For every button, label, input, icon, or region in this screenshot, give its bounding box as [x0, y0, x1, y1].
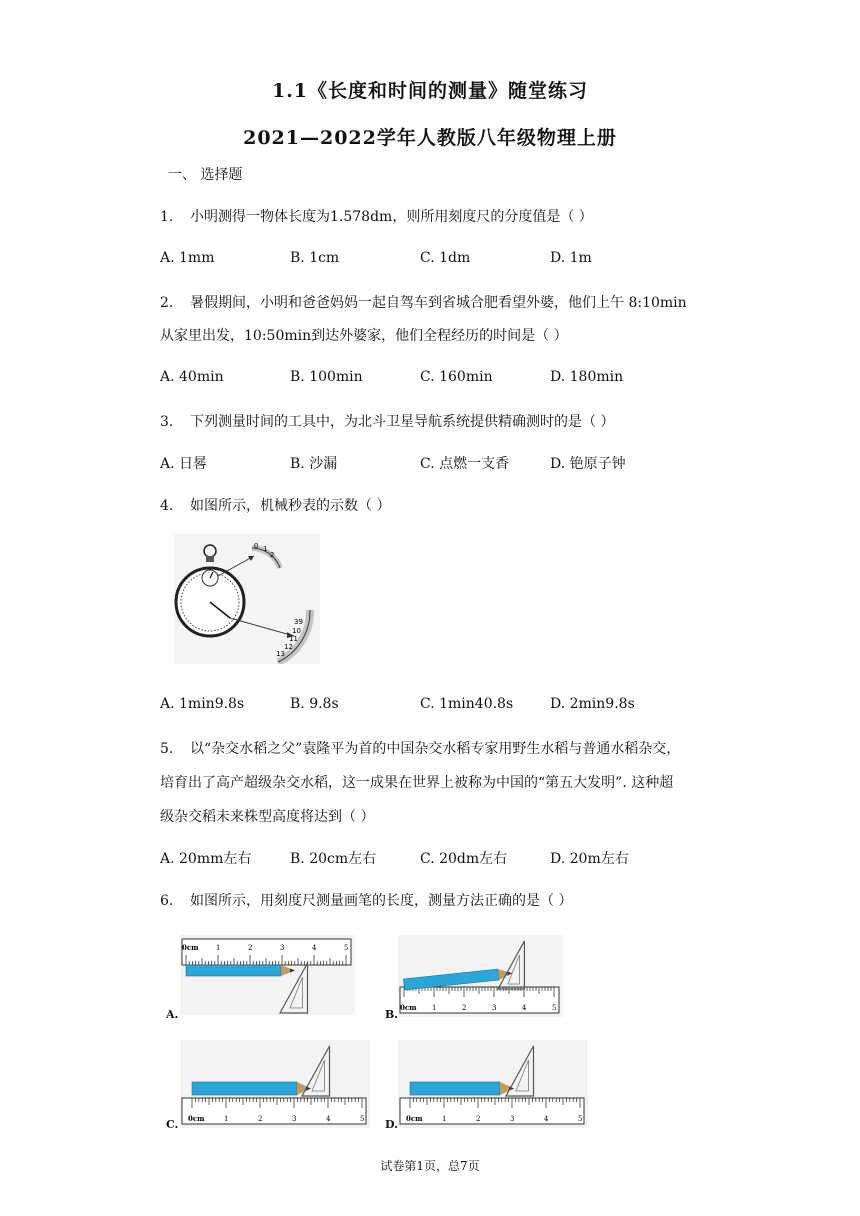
ruler-number-label: 3: [492, 1004, 497, 1012]
question-number: 6.: [160, 893, 174, 909]
option-c[interactable]: C. 1min40.8s: [420, 696, 514, 712]
ruler-unit-label: 0cm: [406, 1114, 423, 1123]
big-dial-label: 12: [284, 643, 293, 651]
option-b[interactable]: B. 9.8s: [290, 696, 339, 712]
pencil: [186, 965, 295, 976]
question-5-line3: 级杂交稻未来株型高度将达到（ ）: [160, 809, 375, 825]
small-dial-label: 2: [270, 551, 275, 559]
option-c[interactable]: C. 20dm左右: [420, 851, 508, 867]
ruler-number-label: 1: [432, 1004, 437, 1012]
ruler-number-label: 4: [522, 1004, 527, 1012]
figure-label-b: B.: [385, 1008, 399, 1021]
option-d[interactable]: D. 180min: [550, 369, 624, 385]
option-c[interactable]: C. 点燃一支香: [420, 456, 510, 472]
option-a[interactable]: A. 日晷: [160, 456, 208, 472]
question-text-line1: 以“杂交水稻之父”袁隆平为首的中国杂交水稻专家用野生水稻与普通水稻杂交，: [190, 741, 681, 757]
option-c[interactable]: C. 160min: [420, 369, 493, 385]
option-d[interactable]: D. 2min9.8s: [550, 696, 635, 712]
ruler-number-label: 5: [578, 1115, 583, 1123]
question-number: 4.: [160, 498, 174, 514]
ruler-number-label: 1: [224, 1115, 229, 1123]
question-5: [160, 738, 680, 758]
page-footer: 试卷第1页，总7页: [380, 1159, 480, 1173]
question-4: [160, 495, 390, 515]
question-text: 如图所示，机械秒表的示数（ ）: [190, 498, 391, 514]
question-2: [160, 292, 687, 312]
ruler-figure-c[interactable]: [180, 1040, 370, 1128]
question-text: 如图所示，用刻度尺测量画笔的长度，测量方法正确的是（ ）: [190, 893, 573, 909]
ruler-number-label: 2: [476, 1115, 481, 1123]
ruler-number-label: 3: [292, 1115, 297, 1123]
ruler-svg: [398, 935, 563, 1017]
big-dial-label: 13: [276, 650, 285, 658]
option-a[interactable]: A. 1mm: [160, 250, 215, 266]
ruler-number-label: 5: [552, 1004, 557, 1012]
question-text: 小明测得一物体长度为1.578dm，则所用刻度尺的分度值是（ ）: [190, 209, 593, 225]
option-a[interactable]: A. 1min9.8s: [160, 696, 245, 712]
ruler-unit-label: 0cm: [188, 1114, 205, 1123]
section-heading: 一、 选择题: [168, 167, 243, 183]
option-b[interactable]: B. 沙漏: [290, 456, 338, 472]
ruler-unit-label: 0cm: [182, 943, 199, 952]
option-a[interactable]: A. 40min: [160, 369, 224, 385]
ruler-number-label: 1: [442, 1115, 447, 1123]
big-dial-label: 10: [292, 627, 301, 635]
figure-label-a: A.: [166, 1008, 179, 1021]
big-dial-label: 39: [294, 618, 303, 626]
ruler-unit-label: 0cm: [400, 1003, 417, 1012]
ruler-number-label: 2: [258, 1115, 263, 1123]
small-dial-label: 0: [254, 542, 259, 550]
ruler-svg: [398, 1040, 588, 1128]
ruler-number-label: 3: [510, 1115, 515, 1123]
page-subtitle: 2021—2022学年人教版八年级物理上册: [243, 127, 617, 149]
option-b[interactable]: B. 100min: [290, 369, 363, 385]
question-6: [160, 890, 572, 910]
question-3: [160, 411, 614, 431]
question-1: [160, 206, 593, 226]
pencil-body: [192, 1082, 297, 1095]
ruler-figure-d[interactable]: [398, 1040, 588, 1128]
ruler-figure-b[interactable]: [398, 935, 563, 1017]
figure-label-c: C.: [166, 1118, 179, 1131]
question-number: 3.: [160, 414, 174, 430]
question-number: 2.: [160, 295, 174, 311]
small-dial-label: 1: [263, 545, 268, 553]
ruler-body: [400, 987, 559, 1013]
pencil-body: [186, 965, 281, 976]
pencil: [410, 1082, 514, 1095]
ruler-number-label: 5: [344, 944, 349, 952]
ruler-number-label: 4: [544, 1115, 549, 1123]
ruler-figure-a[interactable]: [180, 935, 355, 1015]
figure-label-d: D.: [385, 1118, 398, 1131]
option-a[interactable]: A. 20mm左右: [160, 851, 252, 867]
option-d[interactable]: D. 铯原子钟: [550, 456, 626, 472]
ruler-svg: [180, 1040, 370, 1128]
page-title: 1.1《长度和时间的测量》随堂练习: [271, 80, 589, 102]
ruler-svg: [180, 935, 355, 1015]
ruler-number-label: 3: [280, 944, 285, 952]
option-b[interactable]: B. 20cm左右: [290, 851, 377, 867]
ruler-number-label: 5: [360, 1115, 365, 1123]
question-2-line2: 从家里出发，10:50min到达外婆家，他们全程经历的时间是（ ）: [160, 328, 568, 344]
ruler-number-label: 1: [216, 944, 221, 952]
pencil-body: [410, 1082, 500, 1095]
ruler-number-label: 4: [326, 1115, 331, 1123]
big-dial-label: 11: [289, 635, 298, 643]
ruler-number-label: 2: [248, 944, 253, 952]
option-d[interactable]: D. 1m: [550, 250, 592, 266]
question-number: 5.: [160, 741, 174, 757]
pencil: [192, 1082, 311, 1095]
question-text: 下列测量时间的工具中，为北斗卫星导航系统提供精确测时的是（ ）: [190, 414, 615, 430]
ruler-number-label: 2: [462, 1004, 467, 1012]
question-number: 1.: [160, 209, 174, 225]
option-d[interactable]: D. 20m左右: [550, 851, 629, 867]
ruler-body: [182, 939, 351, 965]
option-c[interactable]: C. 1dm: [420, 250, 471, 266]
ruler-number-label: 4: [312, 944, 317, 952]
option-b[interactable]: B. 1cm: [290, 250, 340, 266]
stopwatch-figure: [174, 534, 320, 664]
question-text-line1: 暑假期间，小明和爸爸妈妈一起自驾车到省城合肥看望外婆，他们上午 8:10min: [190, 295, 687, 311]
question-5-line2: 培育出了高产超级杂交水稻，这一成果在世界上被称为中国的“第五大发明”. 这种超: [160, 775, 674, 791]
